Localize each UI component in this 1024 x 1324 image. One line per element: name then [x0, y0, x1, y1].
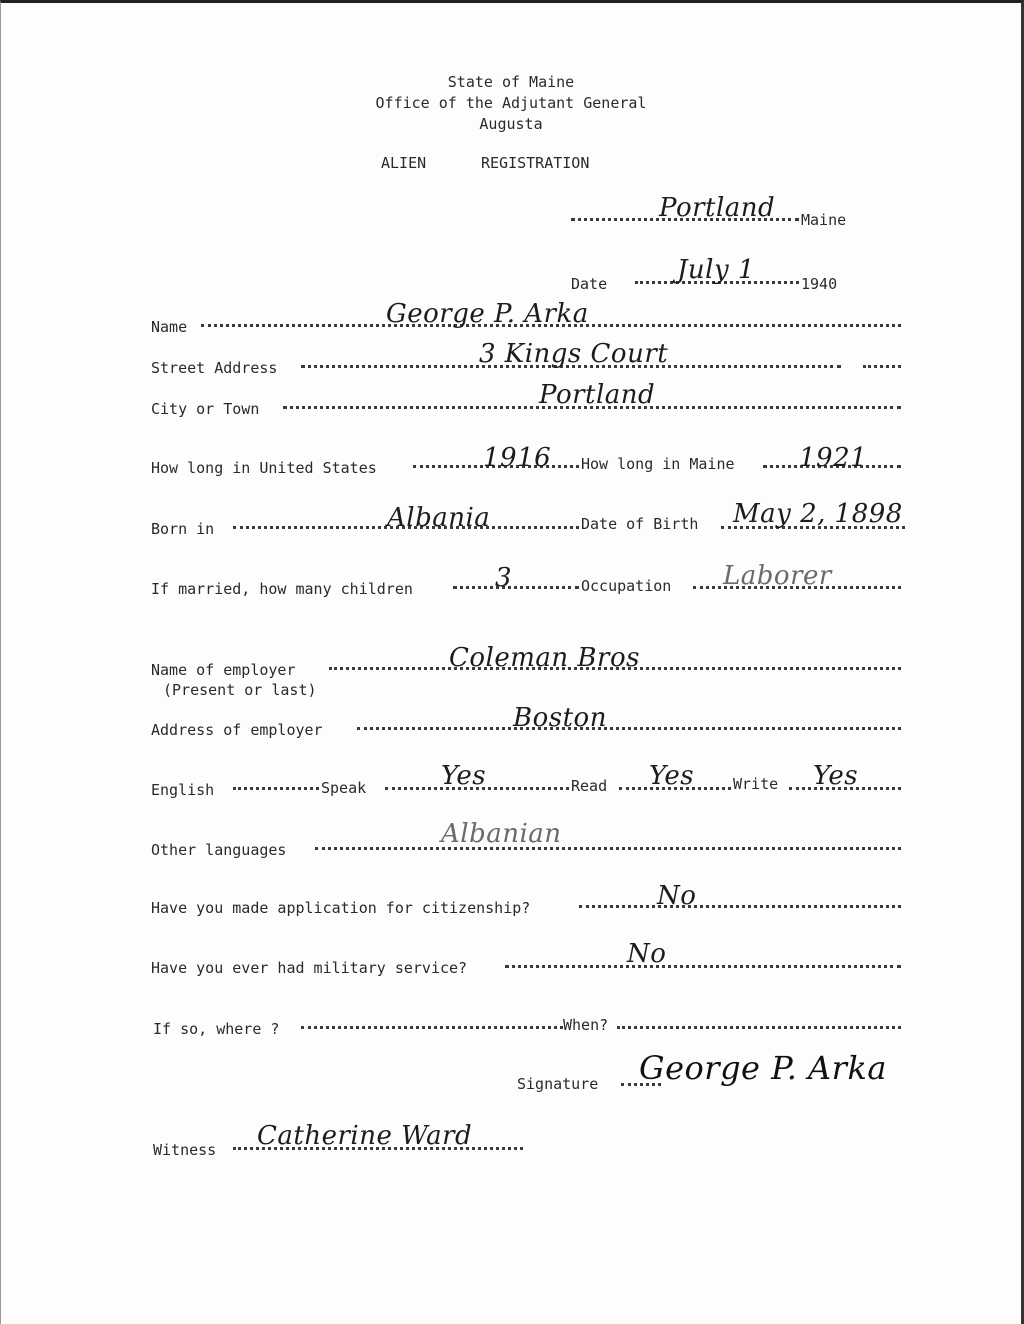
dob-label: Date of Birth: [581, 515, 699, 533]
speak-label: Speak: [321, 779, 367, 797]
street-value: 3 Kings Court: [479, 339, 669, 369]
write-value: Yes: [813, 761, 859, 791]
employer-address-label: Address of employer: [151, 721, 323, 739]
speak-value: Yes: [441, 761, 487, 791]
occupation-value: Laborer: [723, 561, 832, 591]
maine-value: 1921: [799, 443, 868, 473]
write-label: Write: [733, 775, 779, 793]
military-label: Have you ever had military service?: [151, 959, 468, 977]
date-label: Date: [571, 275, 608, 293]
witness-label: Witness: [153, 1141, 217, 1159]
signature-label: Signature: [517, 1075, 599, 1093]
employer-name-sub: (Present or last): [163, 681, 317, 699]
street-label: Street Address: [151, 359, 278, 377]
form-title-registration: REGISTRATION: [481, 154, 590, 172]
english-label: English: [151, 781, 215, 799]
children-line: [453, 583, 579, 589]
header-state: State of Maine: [447, 73, 575, 91]
name-value: George P. Arka: [386, 299, 589, 329]
citizenship-label: Have you made application for citizenship?: [151, 899, 531, 917]
children-value: 3: [495, 563, 513, 593]
street-line-end: [863, 362, 901, 368]
us-label: How long in United States: [151, 459, 377, 477]
signature-value: George P. Arka: [639, 1049, 887, 1087]
employer-name-label: Name of employer: [151, 661, 296, 679]
employer-name-value: Coleman Bros: [449, 643, 640, 673]
city-value: Portland: [539, 380, 656, 410]
header-office: Office of the Adjutant General: [375, 94, 647, 112]
employer-address-line: [357, 724, 901, 730]
read-label: Read: [571, 777, 608, 795]
other-languages-label: Other languages: [151, 841, 287, 859]
other-languages-line: [315, 844, 901, 850]
english-line: [233, 784, 319, 790]
dob-value: May 2, 1898: [733, 499, 903, 529]
military-line: [505, 962, 901, 968]
maine-label: How long in Maine: [581, 455, 735, 473]
military-value: No: [627, 939, 667, 969]
where-line: [301, 1023, 563, 1029]
date-value: July 1: [677, 255, 755, 285]
place-value: Portland: [659, 193, 776, 223]
place-suffix: Maine: [801, 211, 847, 229]
occupation-label: Occupation: [581, 577, 672, 595]
name-label: Name: [151, 318, 188, 336]
other-languages-value: Albanian: [441, 819, 562, 849]
city-label: City or Town: [151, 400, 260, 418]
date-year: 1940: [801, 275, 838, 293]
born-label: Born in: [151, 520, 215, 538]
citizenship-value: No: [657, 881, 697, 911]
header-city: Augusta: [479, 115, 543, 133]
employer-address-value: Boston: [513, 703, 607, 733]
when-line: [617, 1023, 901, 1029]
form-title-alien: ALIEN: [381, 154, 427, 172]
children-label: If married, how many children: [151, 580, 413, 598]
born-value: Albania: [387, 503, 491, 533]
when-label: When?: [563, 1016, 609, 1034]
citizenship-line: [579, 902, 901, 908]
witness-value: Catherine Ward: [257, 1121, 473, 1151]
us-value: 1916: [483, 443, 552, 473]
where-label: If so, where ?: [153, 1020, 280, 1038]
read-value: Yes: [649, 761, 695, 791]
